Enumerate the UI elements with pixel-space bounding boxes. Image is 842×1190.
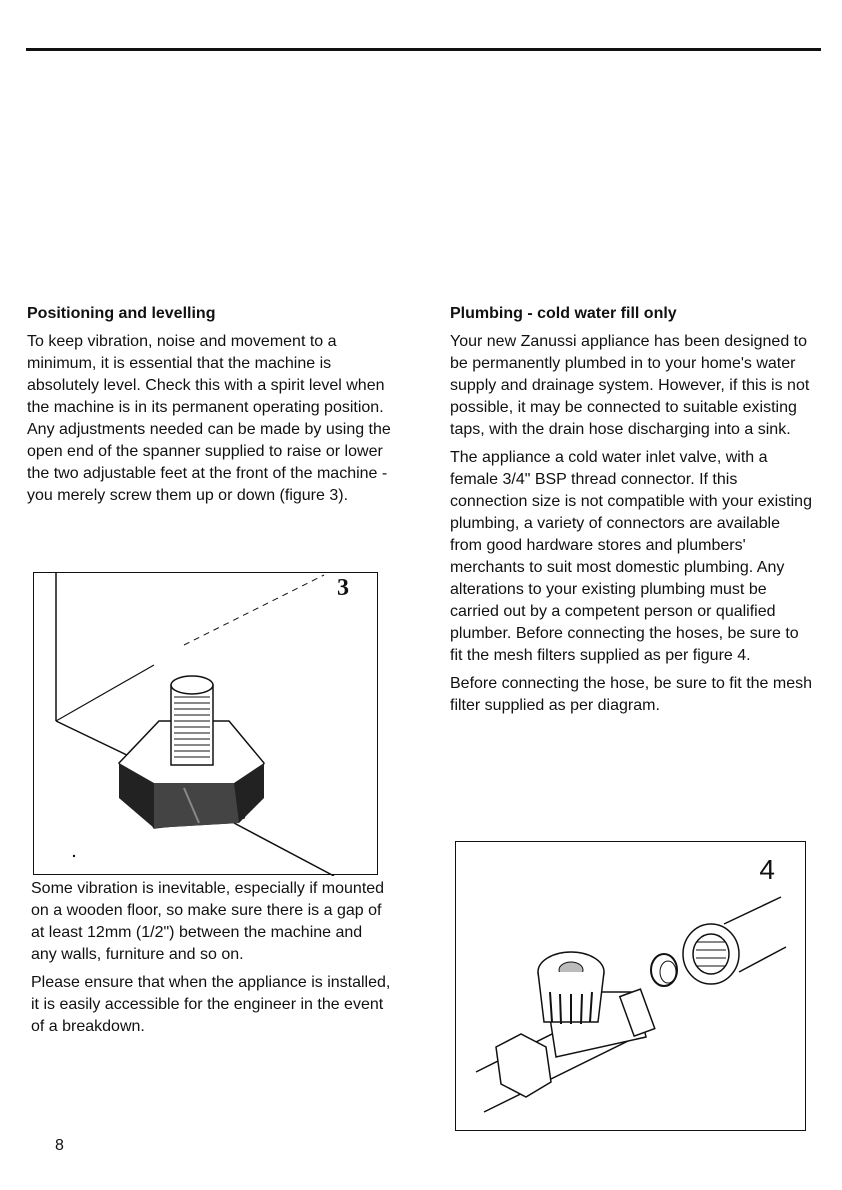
- plumbing-section: [450, 303, 815, 723]
- positioning-section: [27, 303, 397, 513]
- plumbing-heading: Plumbing - cold water fill only: [450, 305, 677, 322]
- figure-3-adjustable-foot: [33, 572, 378, 875]
- positioning-heading: Positioning and levelling: [27, 305, 216, 322]
- figure-4-number: 4: [759, 854, 775, 885]
- inlet-valve-illustration: [456, 842, 807, 1132]
- plumbing-paragraph-3: Before connecting the hose, be sure to fit the mesh filter supplied as per diagram.: [450, 675, 812, 714]
- positioning-notes: [31, 878, 391, 1044]
- plumbing-paragraph-2: The appliance a cold water inlet valve, with a female 3/4" BSP thread connector. If this connection size is not compatible with your existing plumbing, a variety of connectors are available from good hardware stores and plumbers' merchants to suit most domestic plumbing. Any alterations to your existing plumbing must be carried out by a competent person or qualified plumber. Before connecting the hoses, be sure to fit the mesh filters supplied as per figure 4.: [450, 449, 812, 664]
- page-number: 8: [55, 1137, 64, 1154]
- adjustable-foot-illustration: [34, 573, 379, 876]
- figure-3-number: 3: [337, 575, 349, 601]
- figure-4-inlet-valve: [455, 841, 806, 1131]
- vibration-paragraph: Some vibration is inevitable, especially if mounted on a wooden floor, so make sure there is a gap of at least 12mm (1/2") between the machine and any walls, furniture and so on.: [31, 880, 385, 963]
- accessibility-paragraph: Please ensure that when the appliance is installed, it is easily accessible for the engineer in the event of a breakdown.: [31, 974, 391, 1035]
- plumbing-paragraph-1: Your new Zanussi appliance has been designed to be permanently plumbed in to your home's water supply and drainage system. However, if this is not possible, it may be connected to suitable existing taps, with the drain hose discharging into a sink.: [450, 333, 810, 438]
- positioning-paragraph: To keep vibration, noise and movement to a minimum, it is essential that the machine is absolutely level. Check this with a spirit level when the machine is in its permanent operating position. Any adjustments needed can be made by using the open end of the spanner supplied to raise or lower the two adjustable feet at the front of the machine - you merely screw them up or down (figure 3).: [27, 333, 391, 504]
- top-rule: [26, 48, 821, 51]
